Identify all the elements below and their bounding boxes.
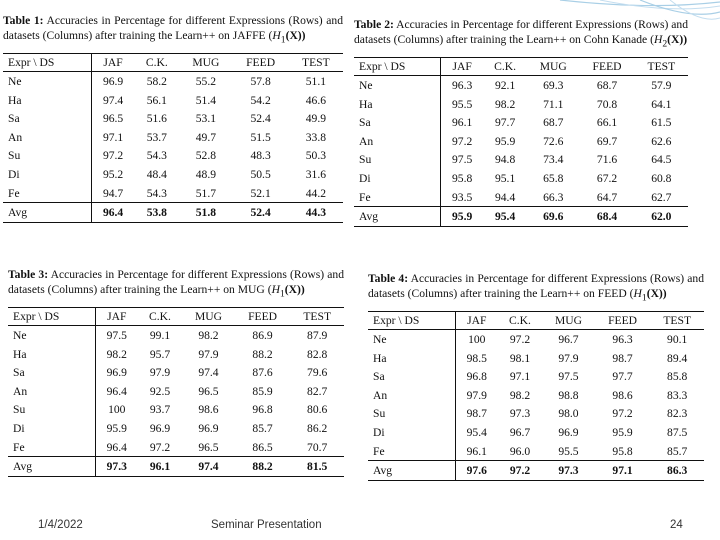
table-cell: 97.4 bbox=[198, 366, 219, 380]
column-header: C.K. bbox=[138, 308, 182, 326]
table-cell: 68.7 bbox=[543, 116, 564, 130]
row-label: Su bbox=[354, 151, 441, 170]
footer-date: 1/4/2022 bbox=[38, 519, 83, 531]
table-cell: 95.7 bbox=[149, 347, 171, 361]
table-cell: 51.1 bbox=[305, 75, 327, 89]
table-cell: 98.7 bbox=[466, 407, 487, 421]
table-cell: 83.3 bbox=[667, 388, 688, 402]
table-cell: 95.5 bbox=[451, 97, 473, 111]
column-header: MUG bbox=[179, 54, 232, 72]
page-number: 24 bbox=[670, 519, 683, 531]
footer-title: Seminar Presentation bbox=[211, 519, 322, 531]
table-cell: 94.7 bbox=[102, 186, 124, 200]
row-label: Sa bbox=[3, 110, 91, 129]
table-cell: 48.9 bbox=[195, 168, 217, 182]
table-cell: 97.3 bbox=[509, 407, 531, 421]
row-label: Ha bbox=[368, 349, 455, 368]
table-panel-1 bbox=[3, 14, 343, 246]
table-row bbox=[354, 76, 688, 95]
column-header: JAF bbox=[91, 54, 134, 72]
table-cell: 96.1 bbox=[466, 444, 487, 458]
table-panel-2 bbox=[354, 18, 688, 248]
table-cell: 98.5 bbox=[466, 351, 487, 365]
row-label: Fe bbox=[368, 442, 455, 461]
table-cell: 95.8 bbox=[451, 172, 473, 186]
results-table bbox=[368, 311, 704, 481]
average-cell: 95.9 bbox=[441, 207, 483, 227]
table-cell: 92.5 bbox=[149, 384, 171, 398]
table-caption-math: H bbox=[653, 32, 663, 46]
table-cell: 53.7 bbox=[146, 130, 167, 144]
table-cell: 98.2 bbox=[198, 329, 219, 343]
table-cell: 61.5 bbox=[651, 116, 672, 130]
table-row bbox=[354, 114, 688, 133]
table-cell: 85.7 bbox=[667, 444, 688, 458]
table-cell: 97.5 bbox=[106, 329, 127, 343]
column-header: FEED bbox=[595, 312, 651, 330]
column-header: FEED bbox=[235, 308, 291, 326]
row-label: Su bbox=[8, 401, 95, 420]
table-caption-text: Accuracies in Percentage for different Expressions (Rows) and datasets (Columns) after training the Learn++ on FEED ( bbox=[368, 272, 704, 300]
table-cell: 96.4 bbox=[106, 384, 127, 398]
table-panel-3 bbox=[8, 268, 344, 500]
table-caption-label: Table 3: bbox=[8, 268, 49, 281]
table-cell: 73.4 bbox=[543, 153, 564, 167]
table-row bbox=[3, 128, 343, 147]
table-cell: 96.8 bbox=[466, 370, 487, 384]
average-cell: 86.3 bbox=[650, 461, 704, 481]
table-row bbox=[368, 368, 704, 387]
row-label: Di bbox=[8, 419, 95, 438]
table-row bbox=[368, 330, 704, 349]
table-cell: 70.8 bbox=[596, 97, 618, 111]
row-label: Sa bbox=[354, 114, 441, 133]
table-caption bbox=[8, 268, 344, 301]
column-header: C.K. bbox=[134, 54, 179, 72]
row-label: Di bbox=[3, 165, 91, 184]
column-header: TEST bbox=[635, 58, 688, 76]
table-cell: 72.6 bbox=[543, 134, 564, 148]
table-caption-end: (X)) bbox=[285, 28, 306, 42]
table-cell: 99.1 bbox=[149, 329, 171, 343]
table-cell: 96.1 bbox=[451, 116, 473, 130]
table-cell: 85.8 bbox=[667, 370, 688, 384]
table-cell: 86.5 bbox=[252, 440, 273, 454]
table-cell: 56.1 bbox=[146, 93, 167, 107]
table-caption-text: Accuracies in Percentage for different Expressions (Rows) and datasets (Columns) after training the Learn++ on MUG ( bbox=[8, 268, 344, 296]
table-row bbox=[354, 188, 688, 207]
results-table bbox=[3, 53, 343, 223]
row-label: Fe bbox=[8, 438, 95, 457]
table-cell: 87.5 bbox=[667, 426, 688, 440]
table-caption-label: Table 4: bbox=[368, 272, 409, 285]
table-cell: 86.9 bbox=[252, 329, 273, 343]
row-label: Fe bbox=[354, 188, 441, 207]
table-cell: 97.7 bbox=[612, 370, 633, 384]
table-caption bbox=[354, 18, 688, 51]
table-caption-label: Table 2: bbox=[354, 18, 394, 31]
row-label: Di bbox=[354, 169, 441, 188]
table-row bbox=[368, 349, 704, 368]
table-cell: 49.7 bbox=[195, 130, 217, 144]
table-cell: 95.9 bbox=[106, 422, 127, 436]
row-label: Su bbox=[3, 147, 91, 166]
table-cell: 85.9 bbox=[252, 384, 273, 398]
table-cell: 48.3 bbox=[250, 149, 271, 163]
table-cell: 70.7 bbox=[307, 440, 328, 454]
column-header: TEST bbox=[289, 54, 343, 72]
average-cell: 44.3 bbox=[289, 203, 343, 223]
table-cell: 80.6 bbox=[307, 403, 328, 417]
table-header-row bbox=[3, 54, 343, 72]
table-row bbox=[8, 345, 344, 364]
table-cell: 89.4 bbox=[667, 351, 688, 365]
table-cell: 96.9 bbox=[102, 75, 124, 89]
average-cell: 88.2 bbox=[235, 457, 291, 477]
table-caption-text: Accuracies in Percentage for different Expressions (Rows) and datasets (Columns) after training the Learn++ on JAFFE ( bbox=[3, 14, 343, 42]
table-cell: 49.9 bbox=[305, 112, 327, 126]
table-cell: 96.9 bbox=[198, 422, 219, 436]
row-label: Ha bbox=[8, 345, 95, 364]
average-cell: 69.6 bbox=[527, 207, 579, 227]
table-cell: 82.3 bbox=[667, 407, 688, 421]
average-cell: 51.8 bbox=[179, 203, 232, 223]
table-caption bbox=[368, 272, 704, 305]
table-cell: 69.7 bbox=[596, 134, 618, 148]
average-cell: 96.4 bbox=[91, 203, 134, 223]
table-cell: 44.2 bbox=[305, 186, 327, 200]
table-row bbox=[8, 419, 344, 438]
column-header: Expr \ DS bbox=[3, 54, 91, 72]
table-cell: 95.5 bbox=[558, 444, 579, 458]
table-cell: 57.8 bbox=[250, 75, 271, 89]
table-cell: 95.1 bbox=[494, 172, 516, 186]
table-row bbox=[8, 382, 344, 401]
table-cell: 46.6 bbox=[305, 93, 327, 107]
table-cell: 98.6 bbox=[198, 403, 219, 417]
table-cell: 96.5 bbox=[198, 440, 219, 454]
table-cell: 66.1 bbox=[596, 116, 618, 130]
table-cell: 79.6 bbox=[307, 366, 328, 380]
table-caption-sub: 1 bbox=[279, 287, 285, 299]
table-cell: 64.7 bbox=[596, 190, 618, 204]
table-cell: 88.2 bbox=[252, 347, 273, 361]
table-cell: 87.9 bbox=[307, 329, 328, 343]
row-label: Sa bbox=[8, 364, 95, 383]
table-cell: 90.1 bbox=[667, 333, 688, 347]
table-cell: 65.8 bbox=[543, 172, 564, 186]
table-cell: 98.1 bbox=[509, 351, 531, 365]
table-cell: 50.3 bbox=[305, 149, 327, 163]
average-cell: 95.4 bbox=[483, 207, 527, 227]
table-cell: 71.1 bbox=[543, 97, 564, 111]
table-caption-math: H bbox=[272, 28, 281, 42]
table-cell: 96.7 bbox=[509, 426, 531, 440]
table-cell: 97.9 bbox=[558, 351, 579, 365]
table-cell: 96.9 bbox=[558, 426, 579, 440]
column-header: MUG bbox=[182, 308, 235, 326]
row-label: Avg bbox=[3, 203, 91, 223]
table-caption-sub: 1 bbox=[280, 33, 286, 45]
table-caption-end: (X)) bbox=[667, 32, 688, 46]
table-cell: 95.9 bbox=[612, 426, 633, 440]
table-cell: 97.7 bbox=[494, 116, 516, 130]
column-header: C.K. bbox=[498, 312, 542, 330]
table-cell: 96.7 bbox=[558, 333, 579, 347]
table-cell: 96.9 bbox=[106, 366, 127, 380]
table-cell: 96.4 bbox=[106, 440, 127, 454]
table-row bbox=[3, 147, 343, 166]
column-header: FEED bbox=[232, 54, 288, 72]
average-row bbox=[354, 207, 688, 227]
table-row bbox=[354, 95, 688, 114]
table-cell: 98.6 bbox=[612, 388, 633, 402]
table-cell: 67.2 bbox=[596, 172, 618, 186]
table-cell: 58.2 bbox=[146, 75, 167, 89]
table-row bbox=[8, 401, 344, 420]
table-caption-end: (X)) bbox=[284, 282, 305, 296]
average-cell: 53.8 bbox=[134, 203, 179, 223]
table-cell: 55.2 bbox=[195, 75, 217, 89]
table-cell: 54.3 bbox=[146, 149, 167, 163]
table-row bbox=[3, 91, 343, 110]
table-cell: 97.1 bbox=[509, 370, 531, 384]
row-label: Sa bbox=[368, 368, 455, 387]
row-label: An bbox=[354, 132, 441, 151]
row-label: Ne bbox=[354, 76, 441, 95]
average-row bbox=[3, 203, 343, 223]
average-cell: 97.1 bbox=[595, 461, 651, 481]
column-header: JAF bbox=[441, 58, 483, 76]
table-cell: 82.7 bbox=[307, 384, 328, 398]
column-header: FEED bbox=[579, 58, 634, 76]
row-label: Avg bbox=[354, 207, 441, 227]
table-cell: 51.5 bbox=[250, 130, 271, 144]
row-label: An bbox=[368, 386, 455, 405]
column-header: MUG bbox=[527, 58, 579, 76]
table-cell: 96.9 bbox=[149, 422, 171, 436]
table-row bbox=[8, 438, 344, 457]
table-cell: 51.6 bbox=[146, 112, 167, 126]
column-header: TEST bbox=[290, 308, 344, 326]
average-cell: 97.2 bbox=[498, 461, 542, 481]
table-cell: 52.4 bbox=[250, 112, 271, 126]
table-cell: 93.7 bbox=[149, 403, 171, 417]
average-cell: 97.4 bbox=[182, 457, 235, 477]
average-cell: 96.1 bbox=[138, 457, 182, 477]
column-header: JAF bbox=[455, 312, 498, 330]
table-cell: 97.9 bbox=[198, 347, 219, 361]
column-header: JAF bbox=[95, 308, 138, 326]
row-label: Fe bbox=[3, 184, 91, 203]
table-cell: 98.2 bbox=[106, 347, 127, 361]
table-cell: 97.9 bbox=[466, 388, 487, 402]
average-cell: 97.3 bbox=[95, 457, 138, 477]
table-cell: 62.7 bbox=[651, 190, 672, 204]
table-cell: 95.8 bbox=[612, 444, 633, 458]
table-cell: 62.6 bbox=[651, 134, 672, 148]
row-label: Su bbox=[368, 405, 455, 424]
average-cell: 62.0 bbox=[635, 207, 688, 227]
row-label: Ne bbox=[3, 72, 91, 91]
column-header: Expr \ DS bbox=[368, 312, 455, 330]
table-cell: 98.2 bbox=[509, 388, 531, 402]
row-label: Ne bbox=[8, 326, 95, 345]
table-cell: 97.9 bbox=[149, 366, 171, 380]
table-cell: 51.7 bbox=[195, 186, 217, 200]
table-row bbox=[8, 326, 344, 345]
table-cell: 51.4 bbox=[195, 93, 217, 107]
table-cell: 66.3 bbox=[543, 190, 564, 204]
table-cell: 60.8 bbox=[651, 172, 672, 186]
table-cell: 95.4 bbox=[466, 426, 487, 440]
table-cell: 64.5 bbox=[651, 153, 672, 167]
table-cell: 97.1 bbox=[102, 130, 124, 144]
table-cell: 97.4 bbox=[102, 93, 124, 107]
table-header-row bbox=[354, 58, 688, 76]
table-row bbox=[368, 386, 704, 405]
table-cell: 93.5 bbox=[451, 190, 473, 204]
table-cell: 69.3 bbox=[543, 79, 564, 93]
average-cell: 97.3 bbox=[542, 461, 595, 481]
average-row bbox=[368, 461, 704, 481]
table-cell: 97.2 bbox=[149, 440, 171, 454]
table-cell: 96.0 bbox=[509, 444, 531, 458]
table-row bbox=[3, 110, 343, 129]
table-cell: 53.1 bbox=[195, 112, 217, 126]
table-row bbox=[354, 132, 688, 151]
table-caption bbox=[3, 14, 343, 47]
table-cell: 92.1 bbox=[494, 79, 516, 93]
table-row bbox=[3, 165, 343, 184]
table-cell: 68.7 bbox=[596, 79, 618, 93]
table-cell: 48.4 bbox=[146, 168, 167, 182]
average-cell: 68.4 bbox=[579, 207, 634, 227]
table-cell: 57.9 bbox=[651, 79, 672, 93]
table-caption-label: Table 1: bbox=[3, 14, 44, 27]
table-cell: 31.6 bbox=[305, 168, 327, 182]
table-cell: 98.8 bbox=[558, 388, 579, 402]
table-row bbox=[354, 169, 688, 188]
table-cell: 95.9 bbox=[494, 134, 516, 148]
table-cell: 54.2 bbox=[250, 93, 271, 107]
table-row bbox=[368, 442, 704, 461]
column-header: MUG bbox=[542, 312, 595, 330]
table-row bbox=[8, 364, 344, 383]
table-cell: 97.2 bbox=[102, 149, 124, 163]
table-cell: 100 bbox=[108, 403, 126, 417]
table-cell: 52.1 bbox=[250, 186, 271, 200]
table-cell: 97.2 bbox=[612, 407, 633, 421]
table-caption-sub: 2 bbox=[662, 37, 668, 49]
table-row bbox=[368, 423, 704, 442]
row-label: Ha bbox=[3, 91, 91, 110]
row-label: Ne bbox=[368, 330, 455, 349]
table-row bbox=[368, 405, 704, 424]
results-table bbox=[354, 57, 688, 227]
table-cell: 33.8 bbox=[305, 130, 327, 144]
table-cell: 54.3 bbox=[146, 186, 167, 200]
average-cell: 81.5 bbox=[290, 457, 344, 477]
table-header-row bbox=[8, 308, 344, 326]
table-row bbox=[3, 184, 343, 203]
row-label: Avg bbox=[8, 457, 95, 477]
average-cell: 52.4 bbox=[232, 203, 288, 223]
table-cell: 71.6 bbox=[596, 153, 618, 167]
table-cell: 95.2 bbox=[102, 168, 124, 182]
table-cell: 98.7 bbox=[612, 351, 633, 365]
table-cell: 94.4 bbox=[494, 190, 516, 204]
table-cell: 52.8 bbox=[195, 149, 217, 163]
table-caption-text: Accuracies in Percentage for different Expressions (Rows) and datasets (Columns) after training the Learn++ on Cohn Kanade ( bbox=[354, 18, 689, 46]
table-cell: 97.5 bbox=[558, 370, 579, 384]
average-row bbox=[8, 457, 344, 477]
table-cell: 50.5 bbox=[250, 168, 271, 182]
column-header: TEST bbox=[650, 312, 704, 330]
table-row bbox=[354, 151, 688, 170]
table-caption-end: (X)) bbox=[646, 286, 667, 300]
table-cell: 96.5 bbox=[198, 384, 219, 398]
column-header: Expr \ DS bbox=[8, 308, 95, 326]
table-cell: 64.1 bbox=[651, 97, 672, 111]
table-cell: 85.7 bbox=[252, 422, 273, 436]
table-cell: 96.3 bbox=[612, 333, 633, 347]
table-cell: 86.2 bbox=[307, 422, 328, 436]
table-cell: 100 bbox=[468, 333, 486, 347]
table-caption-math: H bbox=[633, 286, 642, 300]
table-caption-sub: 1 bbox=[641, 291, 647, 303]
row-label: Di bbox=[368, 423, 455, 442]
column-header: C.K. bbox=[483, 58, 527, 76]
table-cell: 96.3 bbox=[451, 79, 473, 93]
table-cell: 97.2 bbox=[451, 134, 473, 148]
average-cell: 97.6 bbox=[455, 461, 498, 481]
row-label: Avg bbox=[368, 461, 455, 481]
table-cell: 97.5 bbox=[451, 153, 473, 167]
row-label: Ha bbox=[354, 95, 441, 114]
table-cell: 98.2 bbox=[494, 97, 516, 111]
table-cell: 98.0 bbox=[558, 407, 579, 421]
table-cell: 87.6 bbox=[252, 366, 273, 380]
table-cell: 96.5 bbox=[102, 112, 124, 126]
table-cell: 94.8 bbox=[494, 153, 516, 167]
table-panel-4 bbox=[368, 272, 704, 504]
row-label: An bbox=[3, 128, 91, 147]
table-row bbox=[3, 72, 343, 91]
results-table bbox=[8, 307, 344, 477]
row-label: An bbox=[8, 382, 95, 401]
table-header-row bbox=[368, 312, 704, 330]
table-cell: 97.2 bbox=[509, 333, 531, 347]
table-caption-math: H bbox=[271, 282, 280, 296]
table-cell: 96.8 bbox=[252, 403, 273, 417]
column-header: Expr \ DS bbox=[354, 58, 441, 76]
table-cell: 82.8 bbox=[307, 347, 328, 361]
